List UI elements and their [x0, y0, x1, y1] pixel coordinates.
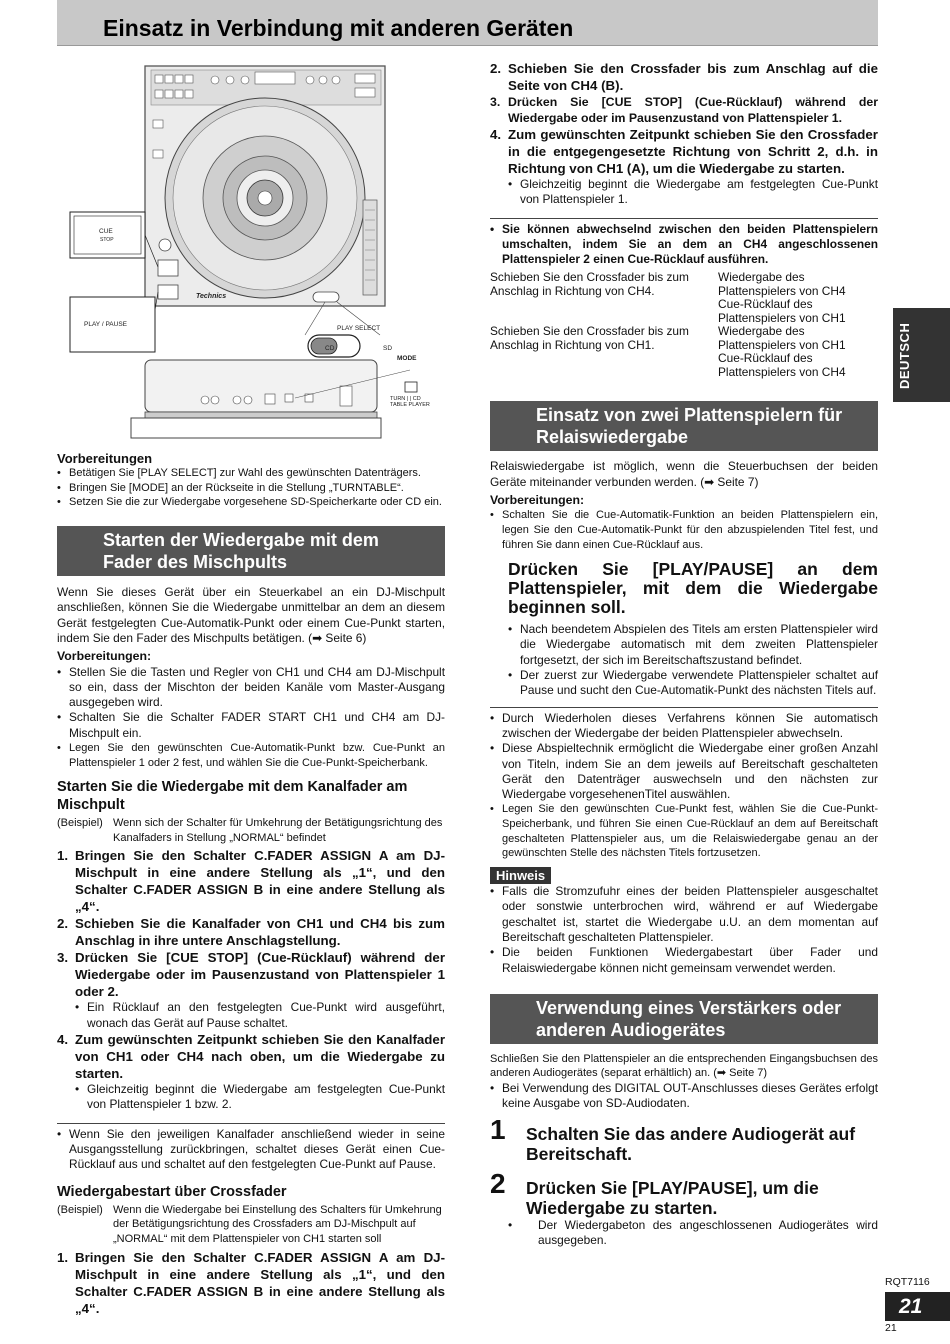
- cue-label: CUE: [99, 228, 113, 235]
- big-step-text: Schalten Sie das andere Audiogerät auf Bereitschaft.: [526, 1123, 856, 1164]
- section-title-line: anderen Audiogerätes: [536, 1019, 726, 1040]
- relay-note: • Nach beendetem Abspielen des Titels am ersten Plattenspieler wird die Wiedergabe automatisch mit dem zweiten Plattenspieler fortgesetzt, der sich im Bereitschaftszustand befindet.: [490, 622, 878, 668]
- example-body: Wenn sich der Schalter für Umkehrung der Betätigungsrichtung des Kanalfaders in Stellung „NORMAL“ befindet: [113, 817, 443, 844]
- intro-text: Wenn Sie dieses Gerät über ein Steuerkabel an ein DJ-Mischpult anschließen, können Sie die Wiedergabe unmittelbar an dem an diesem Gerät festgelegten Cue-Automatik-Punkt oder einem Cue-Punkt starten, indem Sie den Fader des Mischpults betätigen. (➡ Seite 6): [57, 585, 445, 645]
- section-title-line: Fader des Mischpults: [103, 552, 288, 573]
- prep-title: Vorbereitungen: [57, 451, 153, 466]
- big-step: [490, 1113, 878, 1164]
- relay-prep-title: Vorbereitungen:: [490, 493, 585, 508]
- mode-turntable-label: TURN | | CD: [390, 396, 421, 402]
- step-text: Zum gewünschten Zeitpunkt schieben Sie den Crossfader in die entgegengesetzte Richtung von Schritt 2, d.h. in Richtung von CH1 (A), um die Wiedergabe zu starten.: [508, 127, 878, 176]
- prep2-bullet: • Legen Sie den gewünschten Cue-Automatik-Punkt bzw. Cue-Punkt an Plattenspieler 1 oder 2 fest, und wählen Sie die Cue-Punkt-Speicherbank.: [57, 741, 445, 770]
- prep-bullet: • Bringen Sie [MODE] an der Rückseite in die Stellung „TURNTABLE“.: [57, 481, 445, 496]
- cue-stop-label: STOP: [100, 237, 114, 243]
- big-step-text: Drücken Sie [PLAY/PAUSE], um die Wiedergabe zu starten.: [526, 1177, 819, 1218]
- big-step-note: • Der Wiedergabeton des angeschlossenen Audiogerätes wird ausgegeben.: [490, 1218, 878, 1249]
- prep2-bullet: • Stellen Sie die Tasten und Regler von CH1 und CH4 am DJ-Mischpult so ein, dass der Mischton der beiden Kanäle vom Master-Ausgang ausgegeben wird.: [57, 665, 445, 711]
- step-number: 3.: [57, 950, 69, 966]
- step-text: Schieben Sie die Kanalfader von CH1 und CH4 bis zum Anschlag in ihre untere Anschlagstellung.: [75, 916, 445, 949]
- relay-prep-bullet: • Schalten Sie die Cue-Automatik-Funktion an beiden Plattenspielern ein, legen Sie den Cue-Automatik-Punkt für den abzuspielenden Titel fest, und führen Sie dann einen Cue-Rücklauf aus.: [490, 508, 878, 552]
- switch-table: [490, 271, 878, 379]
- big-step-number: 1: [490, 1113, 506, 1145]
- step-note: • Ein Rücklauf an den festgelegten Cue-Punkt wird ausgeführt, wonach das Gerät auf Pause schaltet.: [57, 1000, 445, 1031]
- step-note: • Gleichzeitig beginnt die Wiedergabe am festgelegten Cue-Punkt von Plattenspieler 1 bzw. 2.: [57, 1082, 445, 1113]
- relay-bullet: • Diese Abspieltechnik ermöglicht die Wiedergabe einer großen Anzahl von Titeln, indem Sie an dem jeweils auf Bereitschaft geschalteten Gerät den Datenträger auswechseln und den nächsten zur Wiedergabe vorgesehenenTitel auswählen.: [490, 741, 878, 802]
- table-cell: Wiedergabe des Plattenspielers von CH1 Cue-Rücklauf des Plattenspielers von CH4: [718, 324, 846, 379]
- play-pause-label: PLAY / PAUSE: [84, 321, 127, 328]
- step-text: Drücken Sie [CUE STOP] (Cue-Rücklauf) während der Wiedergabe oder im Pausenzustand von Plattenspieler 1.: [508, 95, 878, 125]
- alternate-bullet: • Sie können abwechselnd zwischen den beiden Plattenspielern umschalten, indem Sie an dem an CH4 angeschlossenen Plattenspieler 2 einen Cue-Rücklauf ausführen.: [490, 222, 878, 268]
- page-number-box: 21: [885, 1292, 950, 1321]
- step-number: 3.: [490, 95, 501, 109]
- section-title-line: Verwendung eines Verstärkers oder: [536, 997, 842, 1018]
- example-body: Wenn die Wiedergabe bei Einstellung des Schalters für Umkehrung der Betätigungsrichtung des Crossfaders am DJ-Mischpult auf „NORMAL“ mit dem Plattenspieler von CH1 starten soll: [113, 1203, 442, 1245]
- prep2-title: Vorbereitungen:: [57, 649, 152, 664]
- subheading-crossfader: Wiedergabestart über Crossfader: [57, 1183, 287, 1200]
- example-label: (Beispiel): [57, 817, 103, 830]
- section-title-line: Einsatz von zwei Plattenspielern für: [536, 405, 843, 426]
- step-text: Zum gewünschten Zeitpunkt schieben Sie den Kanalfader von CH1 oder CH4 nach oben, um die Wiedergabe zu starten.: [75, 1032, 445, 1082]
- brand-logo: Technics: [196, 293, 227, 300]
- step-text: Schieben Sie den Crossfader bis zum Anschlag auf die Seite von CH4 (B).: [508, 61, 878, 93]
- step-number: 2.: [490, 61, 502, 76]
- step: [490, 126, 878, 177]
- hint-badge: Hinweis: [490, 867, 551, 884]
- section-fader-start: [57, 526, 445, 576]
- relay-bullet: • Legen Sie den gewünschten Cue-Punkt fest, wählen Sie die Cue-Punkt-Speicherbank, und führen Sie einen Cue-Rücklauf an dem auf Bereitschaft geschalteten Plattenspieler aus, um die Relaiswiedergabe genau an der gewünschten Stelle des nächsten Titels fortzusetzen.: [490, 802, 878, 860]
- step: [57, 915, 445, 949]
- step: [490, 94, 878, 126]
- header-bar: [57, 0, 878, 46]
- prep-bullet: • Setzen Sie die zur Wiedergabe vorgesehene SD-Speicherkarte oder CD ein.: [57, 495, 445, 510]
- table-cell: Schieben Sie den Crossfader bis zum Anschlag in Richtung von CH4.: [490, 270, 689, 298]
- language-tab: [893, 308, 950, 402]
- step-number: 4.: [57, 1032, 69, 1048]
- mode-player-label: TABLE PLAYER: [390, 402, 430, 408]
- sd-label: SD: [383, 345, 393, 352]
- page-title: Einsatz in Verbindung mit anderen Geräten: [103, 15, 574, 41]
- example-label: (Beispiel): [57, 1203, 103, 1216]
- mode-label: MODE: [397, 355, 417, 362]
- play-select-label: PLAY SELECT: [337, 325, 381, 332]
- table-cell: Schieben Sie den Crossfader bis zum Anschlag in Richtung von CH1.: [490, 324, 689, 352]
- relay-note: • Der zuerst zur Wiedergabe verwendete Plattenspieler schaltet auf Pause und sucht den Cue-Automatik-Punkt des nächsten Titels auf.: [490, 668, 878, 699]
- step: [57, 1031, 445, 1082]
- cd-label: CD: [325, 345, 335, 352]
- step-number: 2.: [57, 916, 69, 932]
- step: [57, 847, 445, 915]
- section-title-line: Starten der Wiedergabe mit dem: [103, 530, 379, 551]
- prep2-bullet: • Schalten Sie die Schalter FADER START CH1 und CH4 am DJ-Mischpult ein.: [57, 710, 445, 741]
- step-number: 1.: [57, 848, 69, 864]
- right-column: [490, 60, 878, 1248]
- example-text: [57, 1203, 445, 1247]
- section-amplifier: [490, 994, 878, 1044]
- big-step: [490, 1167, 878, 1218]
- hint-bullet: • Die beiden Funktionen Wiedergabestart über Fader und Relaiswiedergabe können nicht gemeinsam verwendet werden.: [490, 945, 878, 976]
- relay-main-step: Drücken Sie [PLAY/PAUSE] an dem Plattenspieler, mit dem die Wiedergabe beginnen soll.: [508, 559, 878, 618]
- step-note: • Gleichzeitig beginnt die Wiedergabe am festgelegten Cue-Punkt von Plattenspieler 1.: [490, 177, 878, 208]
- section-title-line: Relaiswiedergabe: [536, 427, 689, 448]
- relay-bullet: • Durch Wiederholen dieses Verfahrens können Sie automatisch zwischen der Wiedergabe der beiden Plattenspieler abwechseln.: [490, 711, 878, 742]
- step: [57, 949, 445, 1000]
- prep-bullet: • Betätigen Sie [PLAY SELECT] zur Wahl des gewünschten Datenträgers.: [57, 466, 445, 481]
- amp-intro: Schließen Sie den Plattenspieler an die entsprechenden Eingangsbuchsen des anderen Audiogerätes (separat erhältlich) an. (➡ Seite 7): [490, 1052, 878, 1080]
- left-column: [57, 448, 445, 1317]
- step: [57, 1249, 445, 1317]
- big-step-number: 2: [490, 1167, 506, 1199]
- doc-code: RQT7116: [885, 1276, 930, 1288]
- step-number: 1.: [57, 1250, 69, 1266]
- amp-bullet: • Bei Verwendung des DIGITAL OUT-Anschlusses dieses Gerätes erfolgt keine Ausgabe von SD-Audiodaten.: [490, 1081, 878, 1112]
- step-text: Drücken Sie [CUE STOP] (Cue-Rücklauf) während der Wiedergabe oder im Pausenzustand von Plattenspieler 1 oder 2.: [75, 950, 445, 1000]
- step-text: Bringen Sie den Schalter C.FADER ASSIGN A am DJ-Mischpult in eine andere Stellung als „1“, und den Schalter C.FADER ASSIGN B in eine andere Stellung als „4“.: [75, 848, 445, 915]
- page-number: 21: [885, 1322, 897, 1334]
- table-cell: Wiedergabe des Plattenspielers von CH4 Cue-Rücklauf des Plattenspielers von CH1: [718, 270, 846, 325]
- step-number: 4.: [490, 127, 502, 142]
- example-text: [57, 816, 445, 845]
- turntable-illustration: [65, 60, 430, 445]
- section-relay: [490, 401, 878, 451]
- language-tab-label: DEUTSCH: [897, 322, 912, 389]
- after-bullet: • Wenn Sie den jeweiligen Kanalfader anschließend wieder in seine Ausgangsstellung zurückbringen, schaltet dieses Gerät einen Cue-Rücklauf aus und schaltet auf den festgelegten Cue-Punkt auf Pause.: [57, 1127, 445, 1173]
- step-text: Bringen Sie den Schalter C.FADER ASSIGN A am DJ-Mischpult in eine andere Stellung als „1“, und den Schalter C.FADER ASSIGN B in eine andere Stellung als „4“.: [75, 1250, 445, 1317]
- subheading-channel-fader: Starten Sie die Wiedergabe mit dem Kanalfader am Mischpult: [57, 779, 408, 814]
- relay-intro: Relaiswiedergabe ist möglich, wenn die Steuerbuchsen der beiden Geräte miteinander verbunden werden. (➡ Seite 7): [490, 459, 878, 489]
- hint-bullet: • Falls die Stromzufuhr eines der beiden Plattenspieler ausgeschaltet oder sonstwie unterbrochen wird, während er auf Wiedergabe geschaltet ist, startet die Wiedergabe u.U. an dem momentan auf Bereitschaft geschalteten Plattenspieler.: [490, 884, 878, 945]
- step: [490, 60, 878, 94]
